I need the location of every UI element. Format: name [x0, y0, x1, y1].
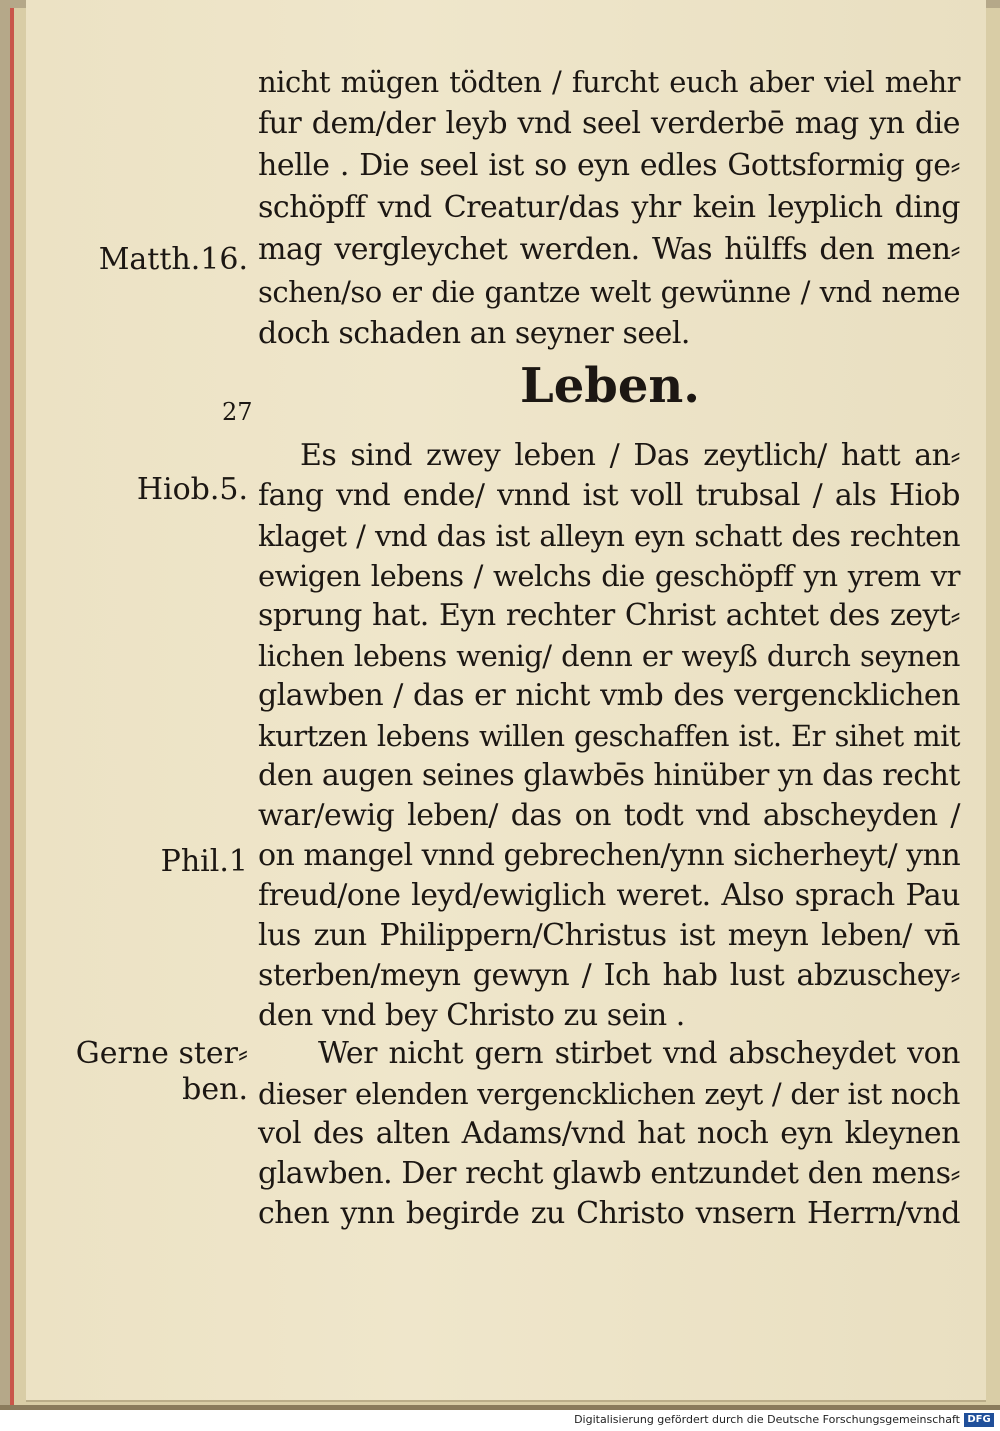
- text-line: war/ewig leben/ das on todt vnd abscheyden /: [258, 798, 960, 833]
- text-line: dieser elenden vergencklichen zeyt / der ist noch: [258, 1077, 960, 1111]
- margin-note-gerne-cont: ben.: [182, 1072, 248, 1107]
- footer-bar: [0, 1410, 1000, 1431]
- margin-note-matth: Matth.16.: [98, 242, 248, 277]
- text-line: mag vergleychet werden. Was hülffs den men⸗: [258, 232, 960, 267]
- text-line: schen/so er die gantze welt gewünne / vnd neme: [258, 275, 960, 309]
- text-line: glawben / das er nicht vmb des vergencklichen: [258, 678, 960, 713]
- text-line: glawben. Der recht glawb entzundet den mens⸗: [258, 1156, 960, 1191]
- margin-note-hiob: Hiob.5.: [136, 472, 248, 507]
- text-line: chen ynn begirde zu Christo vnsern Herrn/vnd: [258, 1196, 960, 1231]
- text-line: klaget / vnd das ist alleyn eyn schatt des rechten: [258, 519, 960, 553]
- margin-note-gerne: Gerne ster⸗: [75, 1036, 248, 1071]
- text-line: fang vnd ende/ vnnd ist voll trubsal / als Hiob: [258, 478, 960, 513]
- text-line: freud/one leyd/ewiglich weret. Also sprach Pau: [258, 878, 960, 913]
- funding-credit: Digitalisierung gefördert durch die Deutsche Forschungsgemeinschaft: [574, 1413, 960, 1426]
- text-line: fur dem/der leyb vnd seel verderbē mag yn die: [258, 106, 960, 141]
- text-line: Es sind zwey leben / Das zeytlich/ hatt an⸗: [300, 438, 960, 473]
- text-line: ewigen lebens / welchs die geschöpff yn yrem vr: [258, 559, 960, 593]
- text-line: schöpff vnd Creatur/das yhr kein leyplich ding: [258, 190, 960, 225]
- text-line: sterben/meyn gewyn / Ich hab lust abzuschey⸗: [258, 958, 960, 993]
- text-line: sprung hat. Eyn rechter Christ achtet des zeyt⸗: [258, 598, 960, 633]
- dfg-logo: DFG: [964, 1413, 994, 1427]
- text-line: kurtzen lebens willen geschaffen ist. Er sihet mit: [258, 719, 960, 753]
- text-line: vol des alten Adams/vnd hat noch eyn kleynen: [258, 1116, 960, 1151]
- text-line: helle . Die seel ist so eyn edles Gottsformig ge⸗: [258, 148, 960, 183]
- section-heading: Leben.: [520, 358, 700, 414]
- text-line: lus zun Philippern/Christus ist meyn leben/ vn̄: [258, 918, 960, 953]
- text-line: lichen lebens wenig/ denn er weyß durch seynen: [258, 639, 960, 673]
- text-line: den vnd bey Christo zu sein .: [258, 998, 685, 1033]
- text-line: nicht mügen tödten / furcht euch aber viel mehr: [258, 65, 960, 99]
- text-line: on mangel vnnd gebrechen/ynn sicherheyt/ ynn: [258, 838, 961, 873]
- margin-note-phil: Phil.1: [160, 844, 248, 879]
- text-line: den augen seines glawbēs hinüber yn das recht: [258, 758, 960, 793]
- text-line: doch schaden an seyner seel.: [258, 316, 690, 351]
- folio-number: 27: [222, 398, 253, 426]
- text-line: Wer nicht gern stirbet vnd abscheydet von: [318, 1036, 960, 1071]
